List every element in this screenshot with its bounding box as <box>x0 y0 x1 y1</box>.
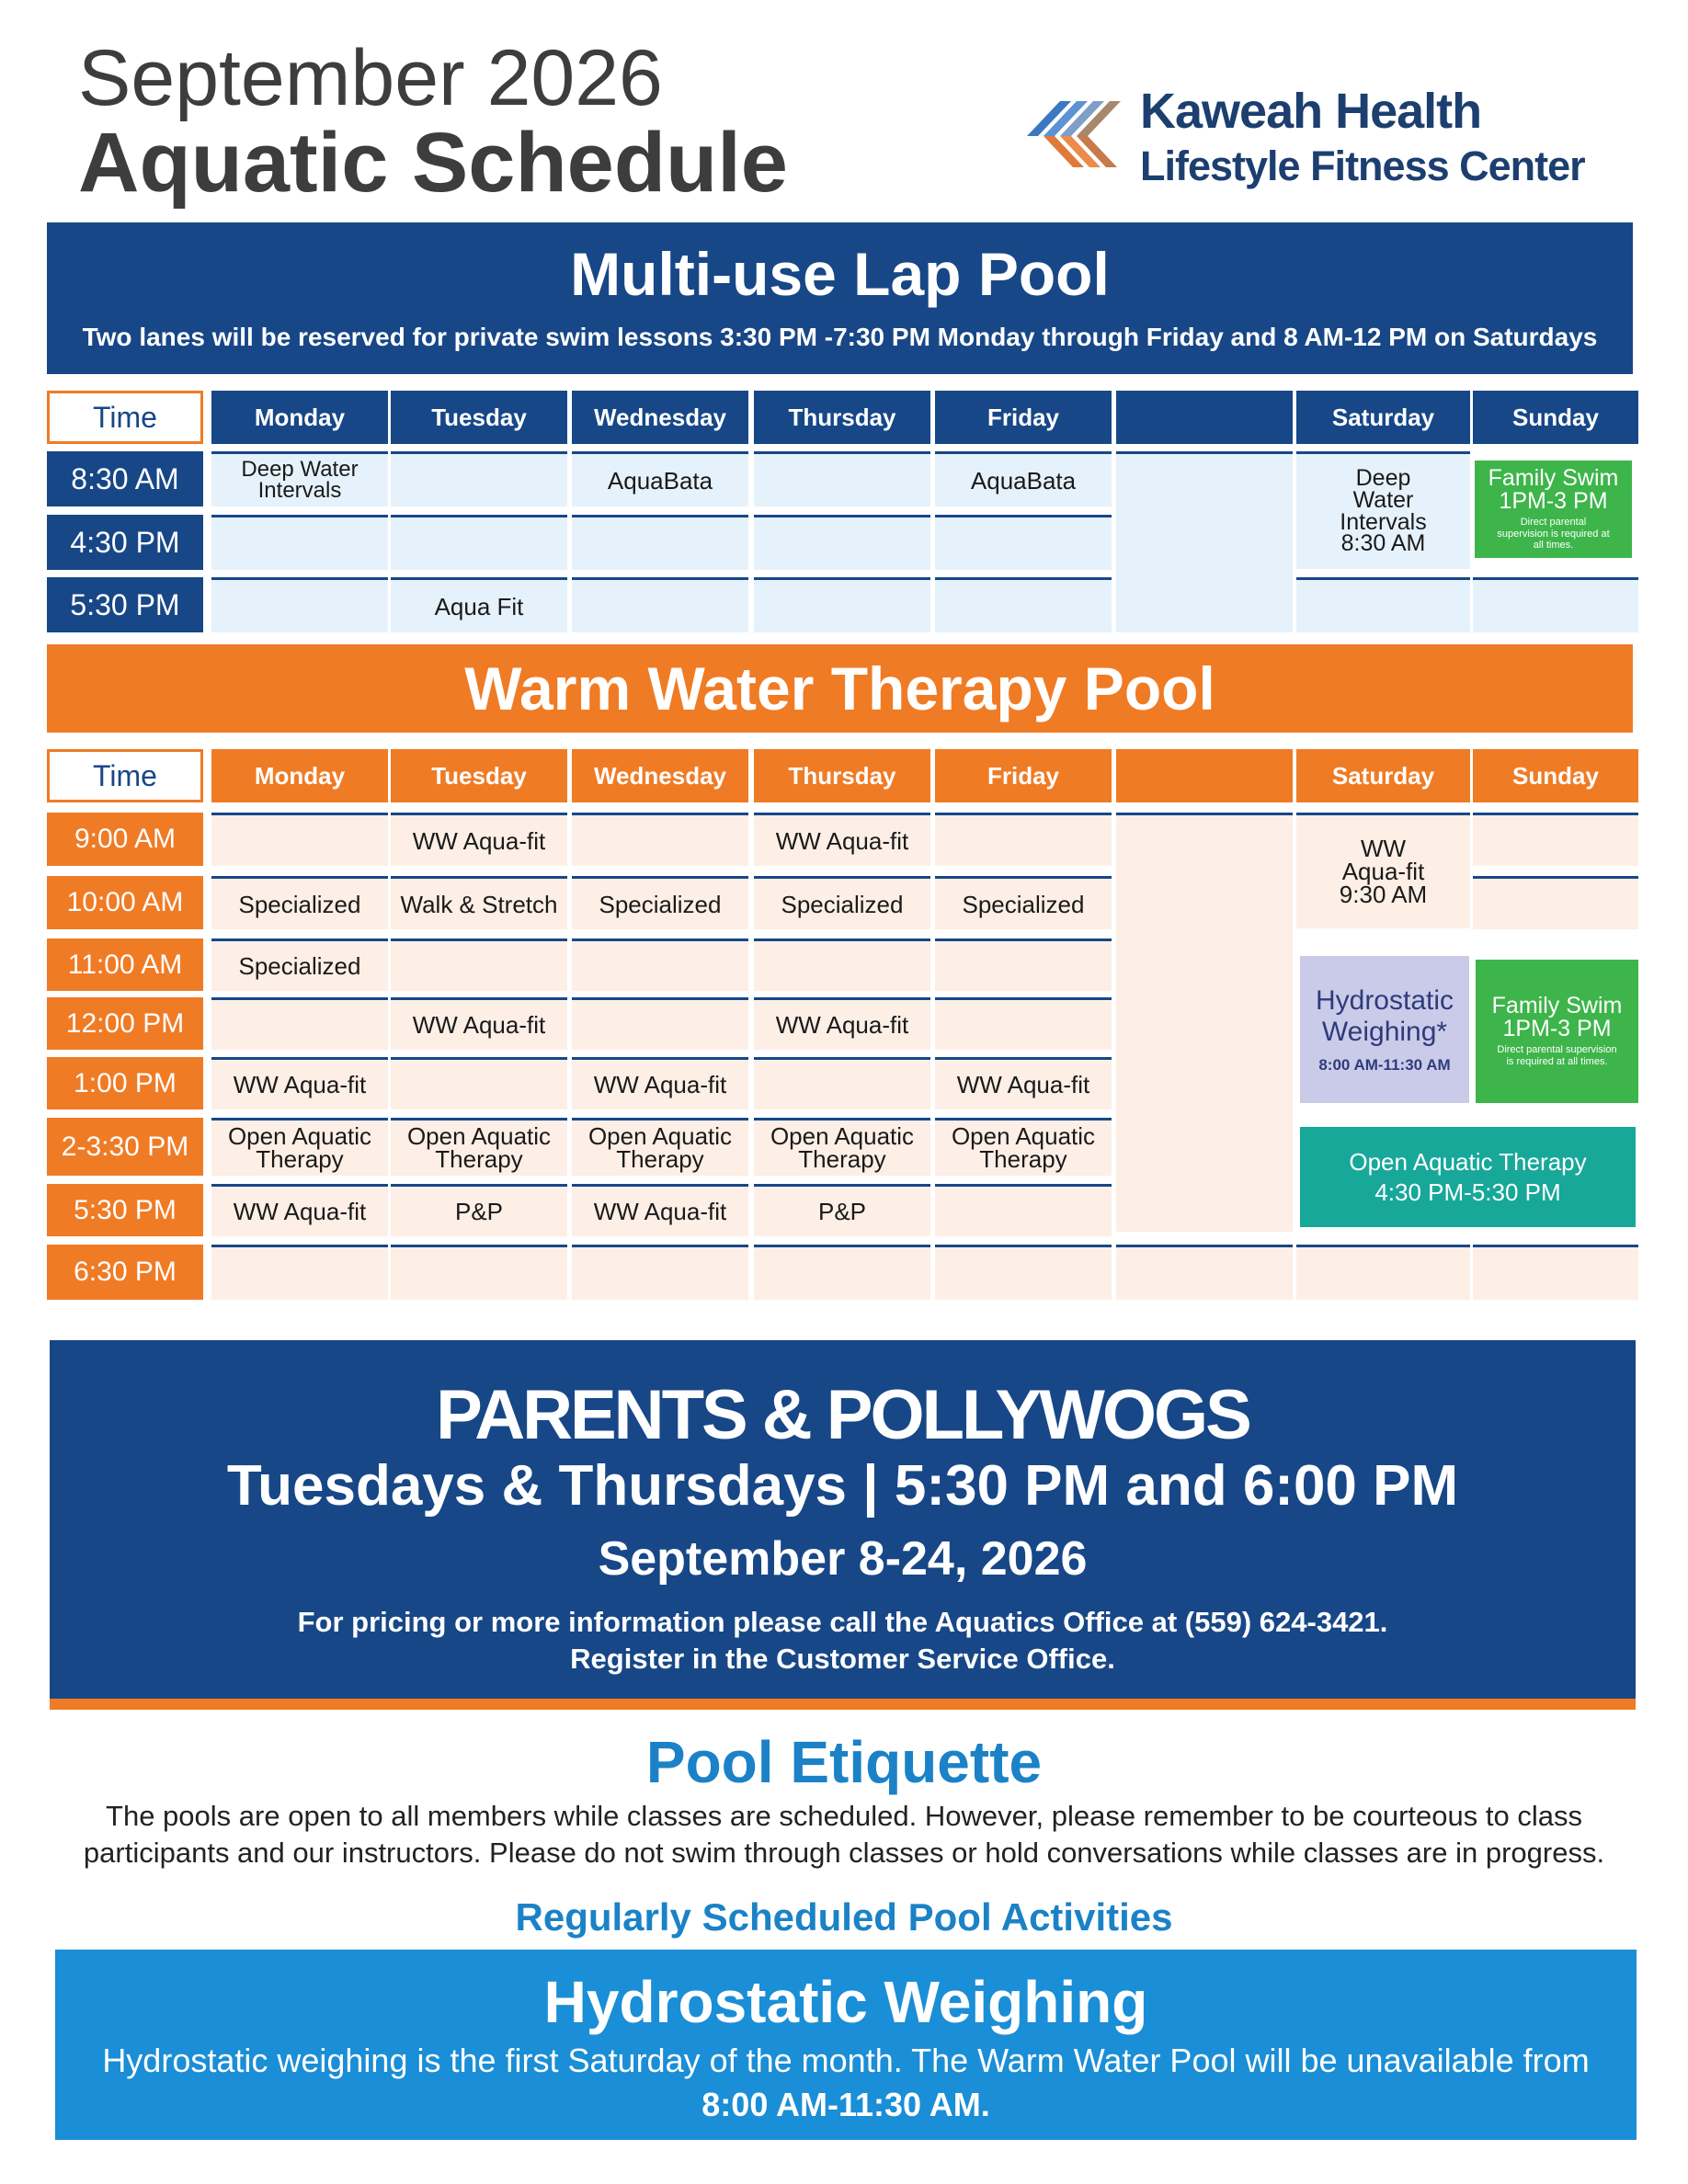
warm-cell-sat <box>1296 1245 1470 1300</box>
hydrostatic-title: Hydrostatic Weighing <box>543 1969 1148 2035</box>
warm-pool-banner <box>47 644 1633 733</box>
warm-cell-tue: WW Aqua-fit <box>391 813 567 866</box>
open-therapy-title: Open Aquatic Therapy <box>1349 1148 1587 1176</box>
warm-day-header: Friday <box>935 749 1112 802</box>
warm-cell-wed: WW Aqua-fit <box>572 1184 748 1236</box>
warm-day-header: Sunday <box>1473 749 1638 802</box>
family-swim-time: 1PM-3 PM <box>1502 1016 1612 1042</box>
warm-cell-fri: Open Aquatic Therapy <box>935 1118 1112 1176</box>
lap-cell-mon: Deep Water Intervals <box>211 451 388 506</box>
family-swim-note: Direct parental supervision is required at all times. <box>1497 517 1610 552</box>
warm-cell-wed <box>572 1245 748 1300</box>
warm-day-header <box>1116 749 1293 802</box>
warm-cell-sun <box>1473 813 1638 866</box>
lap-pool-title: Multi-use Lap Pool <box>570 240 1110 308</box>
lap-day-header <box>1116 391 1293 444</box>
warm-cell-tue <box>391 1057 567 1109</box>
warm-cell-tue: WW Aqua-fit <box>391 997 567 1050</box>
warm-cell-mon: Specialized <box>211 938 388 991</box>
kaweah-logo-icon <box>1023 81 1134 191</box>
warm-cell-wed <box>572 813 748 866</box>
warm-time-label: 6:30 PM <box>47 1245 203 1300</box>
hydrostatic-line-1: Hydrostatic weighing is the first Saturday of the month. The Warm Water Pool will be unavailable from <box>102 2042 1590 2079</box>
lap-cell-sun <box>1473 577 1638 632</box>
lap-cell-fri <box>935 515 1112 570</box>
lap-cell-fri: AquaBata <box>935 451 1112 506</box>
hydrostatic-line-2: 8:00 AM-11:30 AM. <box>701 2086 990 2123</box>
lap-pool-note: Two lanes will be reserved for private swim lessons 3:30 PM -7:30 PM Monday through Friday and 8 AM-12 PM on Saturdays <box>82 323 1598 351</box>
lap-cell-thu <box>754 515 930 570</box>
warm-cell-thu <box>754 1245 930 1300</box>
warm-day-header: Saturday <box>1296 749 1470 802</box>
warm-cell-mon <box>211 1245 388 1300</box>
warm-cell-fri <box>935 1184 1112 1236</box>
warm-time-header: Time <box>47 749 203 802</box>
lap-day-header: Monday <box>211 391 388 444</box>
warm-cell-thu: WW Aqua-fit <box>754 813 930 866</box>
family-swim-title: Family Swim <box>1488 465 1619 492</box>
warm-cell-mon: Open Aquatic Therapy <box>211 1118 388 1176</box>
lap-day-header: Friday <box>935 391 1112 444</box>
lap-day-header: Sunday <box>1473 391 1638 444</box>
warm-cell-thu <box>754 938 930 991</box>
family-swim-note: Direct parental supervision is required at all times. <box>1497 1044 1617 1067</box>
lap-time-header: Time <box>47 391 203 444</box>
warm-cell-thu: Open Aquatic Therapy <box>754 1118 930 1176</box>
org-subtitle: Lifestyle Fitness Center <box>1140 142 1585 189</box>
lap-cell-thu <box>754 451 930 506</box>
warm-time-label: 5:30 PM <box>47 1184 203 1236</box>
warm-time-label: 11:00 AM <box>47 938 203 991</box>
warm-cell-wed: WW Aqua-fit <box>572 1057 748 1109</box>
lap-cell-tue: Aqua Fit <box>391 577 567 632</box>
lap-time-label: 8:30 AM <box>47 451 203 506</box>
page-month: September 2026 <box>78 34 663 122</box>
lap-cell-wed <box>572 577 748 632</box>
etiquette-line-2: participants and our instructors. Please do not swim through classes or hold conversations while classes are in progress. <box>83 1837 1605 1869</box>
lap-family-swim <box>1475 461 1632 558</box>
lap-cell-tue <box>391 515 567 570</box>
hydrostatic-box <box>55 1950 1637 2140</box>
warm-cell-blank-column <box>1116 813 1293 1232</box>
warm-family-swim <box>1476 960 1638 1103</box>
lap-pool-banner <box>47 222 1633 374</box>
warm-cell-thu: Specialized <box>754 876 930 929</box>
lap-day-header: Thursday <box>754 391 930 444</box>
warm-cell-wed <box>572 938 748 991</box>
lap-cell-thu <box>754 577 930 632</box>
warm-cell-fri <box>935 1245 1112 1300</box>
lap-time-label: 4:30 PM <box>47 515 203 570</box>
etiquette-line-1: The pools are open to all members while classes are scheduled. However, please remember to be courteous to class <box>106 1800 1582 1832</box>
warm-cell-fri <box>935 938 1112 991</box>
warm-day-header: Thursday <box>754 749 930 802</box>
warm-cell-fri: WW Aqua-fit <box>935 1057 1112 1109</box>
warm-cell-thu: P&P <box>754 1184 930 1236</box>
warm-day-header: Tuesday <box>391 749 567 802</box>
warm-open-therapy-block <box>1300 1127 1636 1227</box>
warm-cell-mon: WW Aqua-fit <box>211 1184 388 1236</box>
lap-cell-mon <box>211 577 388 632</box>
warm-saturday-aquafit: WW Aqua-fit 9:30 AM <box>1296 813 1470 928</box>
pollywogs-banner <box>50 1340 1636 1699</box>
etiquette-title: Pool Etiquette <box>645 1729 1043 1795</box>
warm-cell-mon: Specialized <box>211 876 388 929</box>
warm-time-label: 12:00 PM <box>47 997 203 1050</box>
lap-cell-mon <box>211 515 388 570</box>
warm-cell-wed: Open Aquatic Therapy <box>572 1118 748 1176</box>
lap-cell-tue <box>391 451 567 506</box>
pollywogs-info-2: Register in the Customer Service Office. <box>570 1643 1115 1675</box>
warm-cell-fri <box>935 813 1112 866</box>
warm-cell-sun <box>1473 876 1638 929</box>
warm-time-label: 2-3:30 PM <box>47 1118 203 1176</box>
lap-cell-sat <box>1296 577 1470 632</box>
lap-cell-fri <box>935 577 1112 632</box>
lap-saturday-intervals: Deep Water Intervals 8:30 AM <box>1296 451 1470 569</box>
lap-day-header: Tuesday <box>391 391 567 444</box>
hydro-title: Hydrostatic Weighing* <box>1315 984 1454 1047</box>
warm-cell-mon: WW Aqua-fit <box>211 1057 388 1109</box>
warm-cell-mon <box>211 997 388 1050</box>
lap-time-label: 5:30 PM <box>47 577 203 632</box>
regular-activities-title: Regularly Scheduled Pool Activities <box>515 1895 1173 1939</box>
warm-cell-mon <box>211 813 388 866</box>
warm-cell-wed <box>572 997 748 1050</box>
warm-cell-tue <box>391 938 567 991</box>
warm-day-header: Wednesday <box>572 749 748 802</box>
lap-cell-blank-column <box>1116 451 1293 632</box>
family-swim-time: 1PM-3 PM <box>1499 488 1608 515</box>
warm-cell-tue: Open Aquatic Therapy <box>391 1118 567 1176</box>
warm-cell-fri <box>935 997 1112 1050</box>
family-swim-title: Family Swim <box>1491 993 1623 1019</box>
open-therapy-time: 4:30 PM-5:30 PM <box>1374 1177 1561 1206</box>
lap-cell-wed <box>572 515 748 570</box>
pollywogs-days: Tuesdays & Thursdays | 5:30 PM and 6:00 PM <box>226 1454 1459 1518</box>
lap-cell-wed: AquaBata <box>572 451 748 506</box>
warm-time-label: 10:00 AM <box>47 876 203 929</box>
warm-cell-thu: WW Aqua-fit <box>754 997 930 1050</box>
warm-day-header: Monday <box>211 749 388 802</box>
org-name: Kaweah Health <box>1140 84 1482 139</box>
lap-day-header: Wednesday <box>572 391 748 444</box>
warm-cell-thu <box>754 1057 930 1109</box>
pollywogs-dates: September 8-24, 2026 <box>598 1532 1088 1586</box>
warm-time-label: 1:00 PM <box>47 1057 203 1109</box>
warm-cell-blank <box>1116 1245 1293 1300</box>
warm-pool-title: Warm Water Therapy Pool <box>464 654 1215 722</box>
warm-cell-fri: Specialized <box>935 876 1112 929</box>
warm-time-label: 9:00 AM <box>47 813 203 866</box>
warm-cell-tue <box>391 1245 567 1300</box>
warm-cell-tue: P&P <box>391 1184 567 1236</box>
hydro-time: 8:00 AM-11:30 AM <box>1318 1055 1451 1074</box>
orange-divider <box>50 1699 1636 1710</box>
pollywogs-title: PARENTS & POLLYWOGS <box>436 1376 1249 1454</box>
warm-cell-wed: Specialized <box>572 876 748 929</box>
lap-day-header: Saturday <box>1296 391 1470 444</box>
warm-hydrostatic-block <box>1300 956 1469 1103</box>
warm-cell-tue: Walk & Stretch <box>391 876 567 929</box>
pollywogs-info-1: For pricing or more information please call the Aquatics Office at (559) 624-3421. <box>297 1606 1388 1638</box>
warm-cell-sun <box>1473 1245 1638 1300</box>
page-title: Aquatic Schedule <box>78 116 788 210</box>
